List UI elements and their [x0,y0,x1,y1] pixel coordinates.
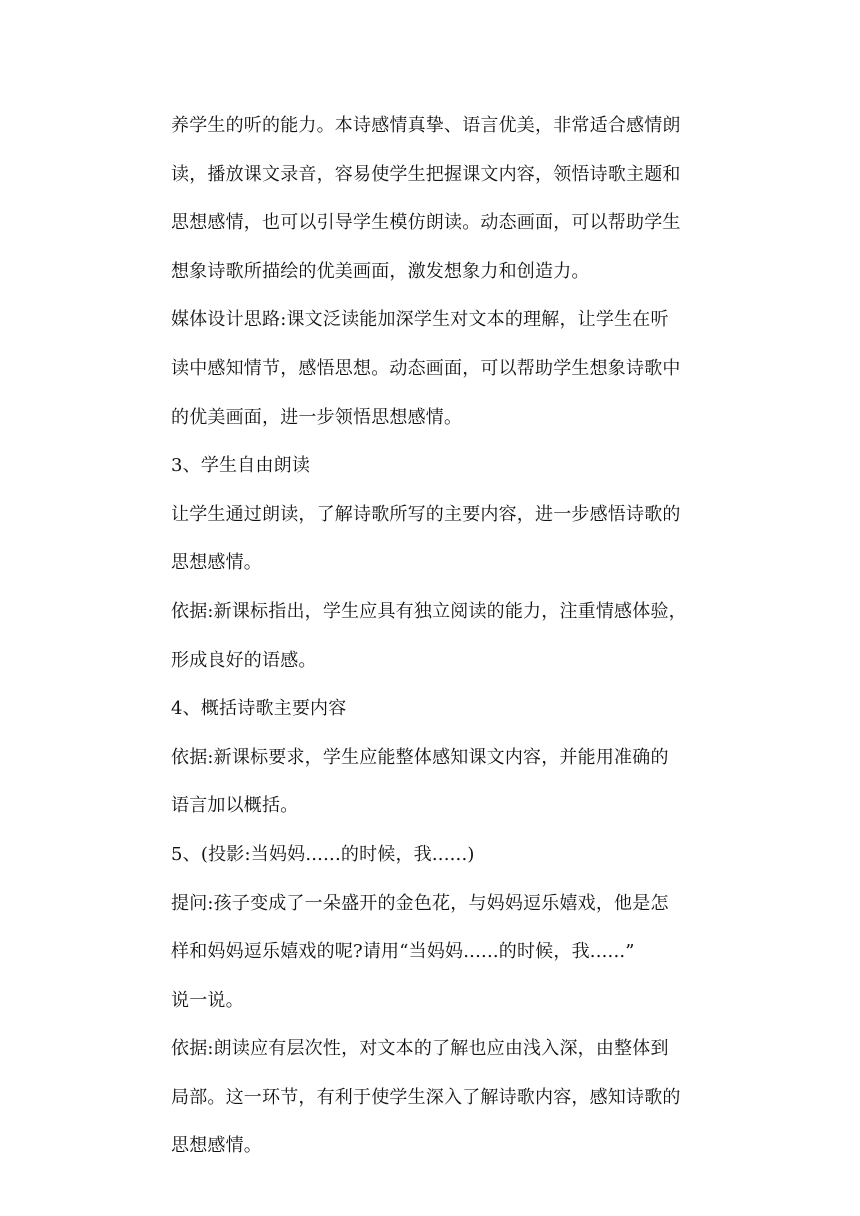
section-heading: 3、学生自由朗读 [171,455,311,477]
paragraph-line: 局部。这一环节，有利于使学生深入了解诗歌内容，感知诗歌的 [171,1086,681,1108]
paragraph-line: 思想感情，也可以引导学生模仿朗读。动态画面，可以帮助学生 [171,212,681,234]
paragraph-line: 依据:新课标指出，学生应具有独立阅读的能力，注重情感体验， [171,600,687,622]
document-page [171,102,739,1171]
paragraph-line: 提问:孩子变成了一朵盛开的金色花，与妈妈逗乐嬉戏，他是怎 [171,892,669,914]
paragraph-line: 思想感情。 [171,1135,262,1157]
paragraph-line: 依据:朗读应有层次性，对文本的了解也应由浅入深，由整体到 [171,1038,669,1060]
paragraph-line: 语言加以概括。 [171,795,299,817]
paragraph-line: 养学生的听的能力。本诗感情真挚、语言优美，非常适合感情朗 [171,115,681,136]
paragraph-line: 形成良好的语感。 [171,649,317,671]
paragraph-line: 样和妈妈逗乐嬉戏的呢?请用“当妈妈......的时候，我......” [171,941,635,963]
section-heading: 5、(投影:当妈妈......的时候，我......) [171,843,475,865]
paragraph-line: 读中感知情节，感悟思想。动态画面，可以帮助学生想象诗歌中 [171,357,681,379]
paragraph-line: 媒体设计思路:课文泛读能加深学生对文本的理解，让学生在听 [171,309,669,331]
paragraph-line: 说一说。 [171,989,244,1011]
paragraph-line: 让学生通过朗读，了解诗歌所写的主要内容，进一步感悟诗歌的 [171,503,681,525]
paragraph-line: 的优美画面，进一步领悟思想感情。 [171,406,463,428]
paragraph-line: 依据:新课标要求，学生应能整体感知课文内容，并能用准确的 [171,746,669,768]
paragraph-line: 想象诗歌所描绘的优美画面，激发想象力和创造力。 [171,260,590,282]
paragraph-line: 思想感情。 [171,552,262,574]
paragraph-line: 读，播放课文录音，容易使学生把握课文内容，领悟诗歌主题和 [171,163,681,185]
section-heading: 4、概括诗歌主要内容 [171,698,347,720]
